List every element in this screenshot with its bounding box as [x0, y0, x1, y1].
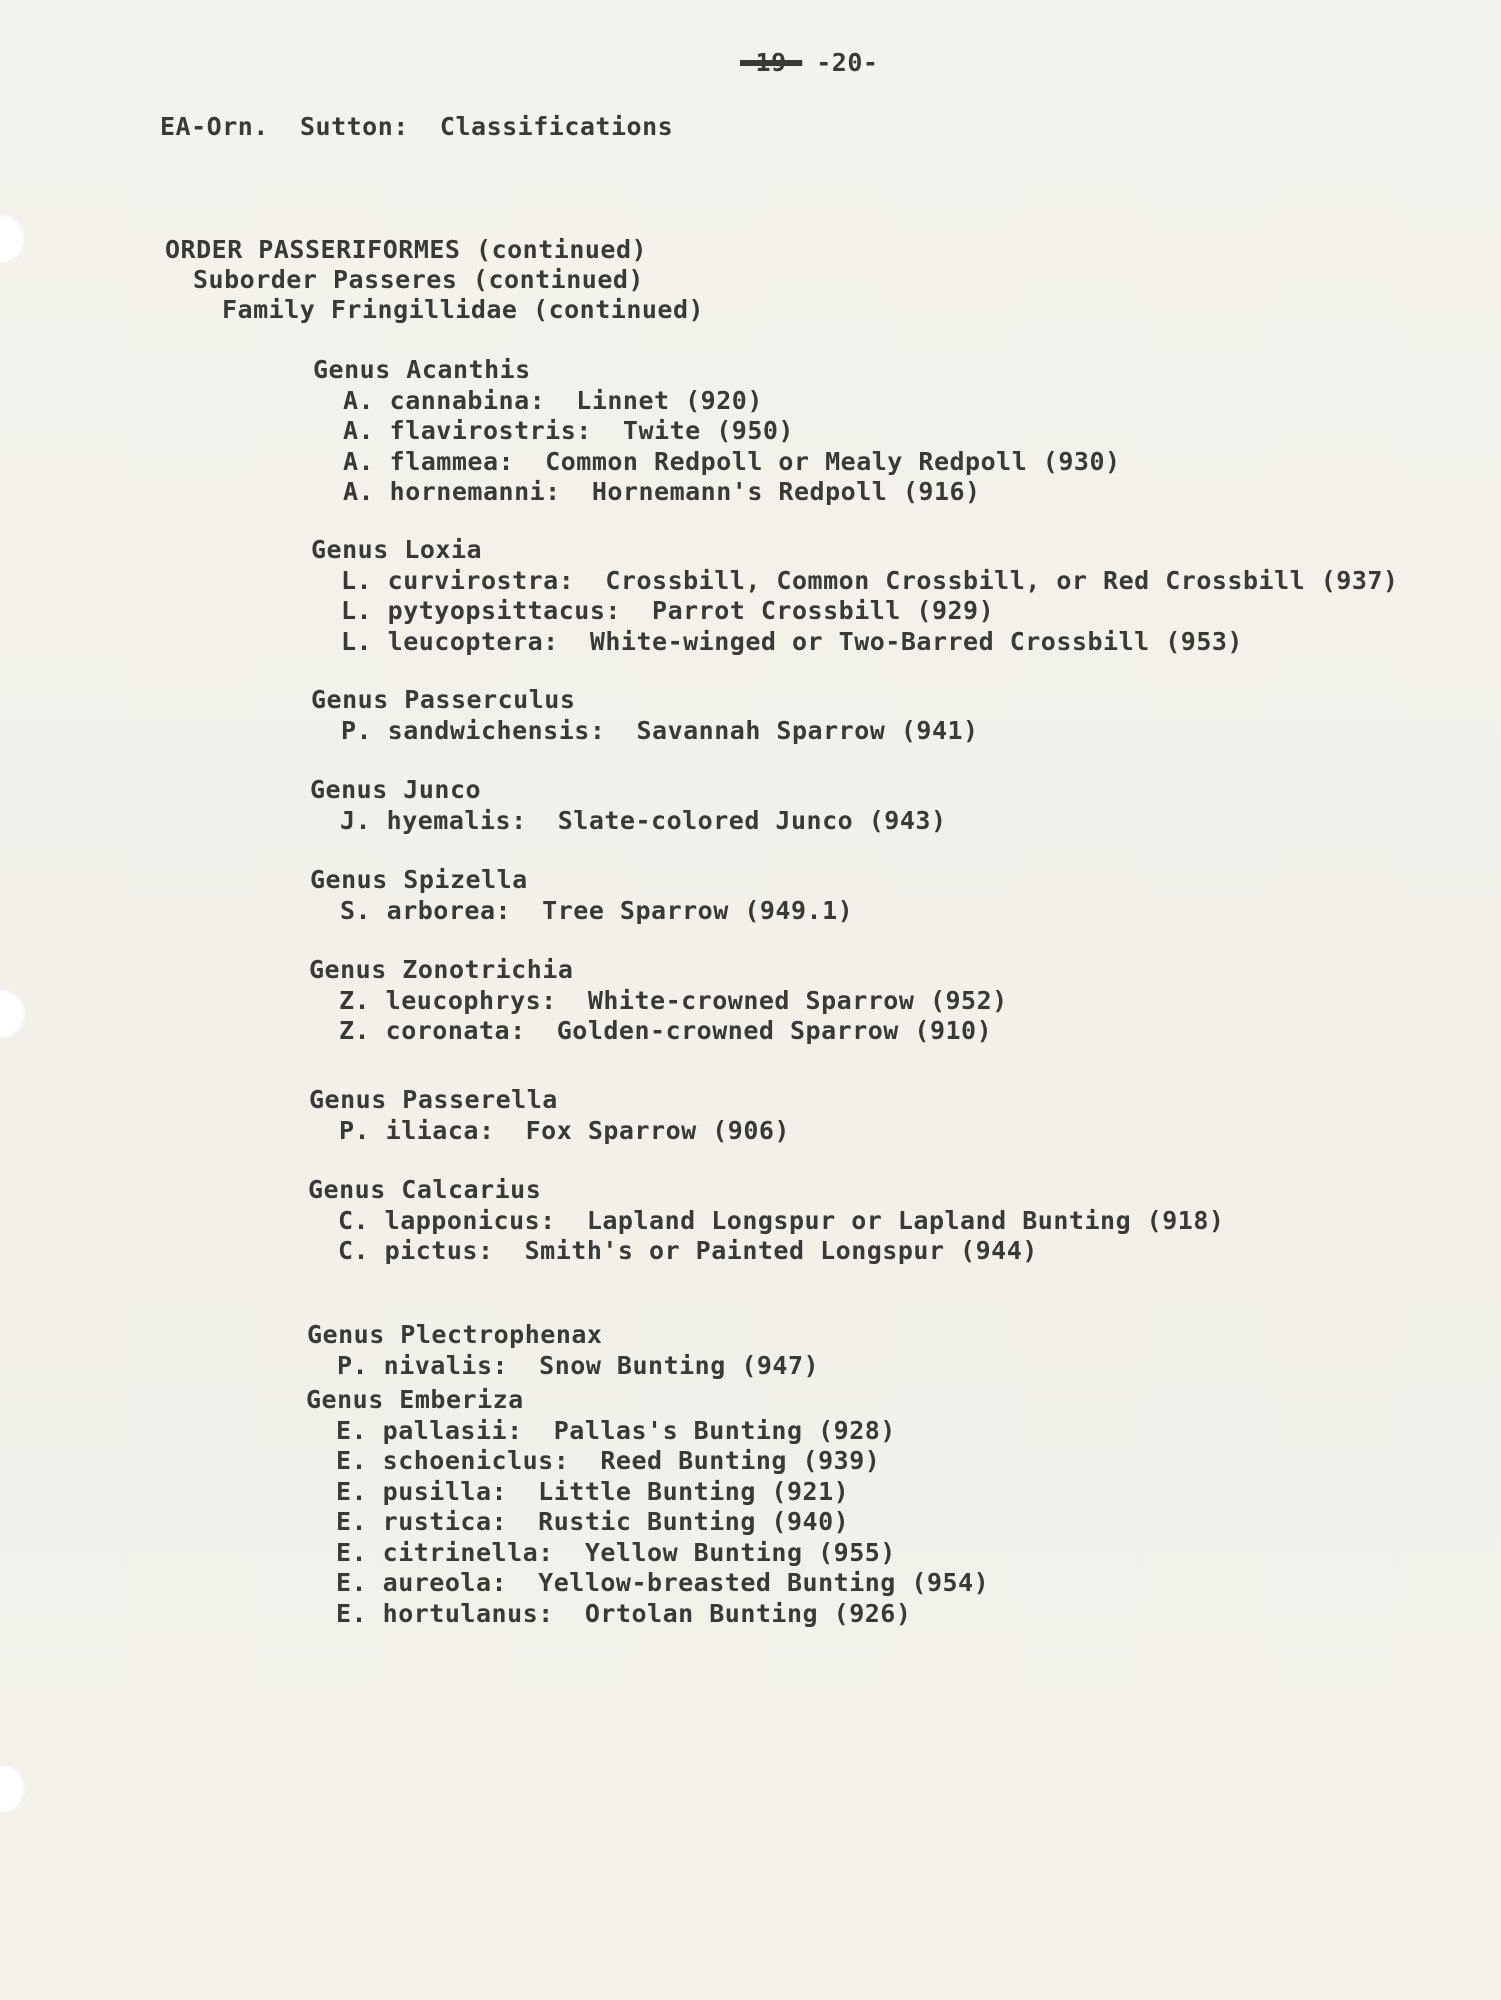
species-entry: A. flavirostris: Twite (950) — [343, 416, 794, 445]
punch-hole — [0, 215, 26, 263]
family-heading: Family Fringillidae (continued) — [222, 295, 705, 324]
species-entry: C. pictus: Smith's or Painted Longspur (944) — [338, 1236, 1038, 1265]
species-entry: P. nivalis: Snow Bunting (947) — [337, 1350, 820, 1380]
genus-heading: Genus Junco — [310, 775, 482, 804]
struck-page-number: -19- — [740, 48, 803, 77]
species-entry: C. lapponicus: Lapland Longspur or Lapland Bunting (918) — [338, 1205, 1225, 1235]
species-entry: P. sandwichensis: Savannah Sparrow (941) — [341, 715, 979, 745]
page-number — [740, 48, 878, 78]
species-entry: E. hortulanus: Ortolan Bunting (926) — [336, 1598, 912, 1628]
genus-heading: Genus Acanthis — [313, 355, 531, 384]
genus-heading: Genus Loxia — [311, 535, 483, 564]
species-entry: E. aureola: Yellow-breasted Bunting (954) — [336, 1568, 990, 1597]
genus-heading: Genus Passerculus — [311, 685, 576, 714]
species-entry: Z. coronata: Golden-crowned Sparrow (910) — [339, 1016, 993, 1045]
species-entry: L. curvirostra: Crossbill, Common Crossbill, or Red Crossbill (937) — [341, 565, 1399, 595]
species-entry: P. iliaca: Fox Sparrow (906) — [339, 1115, 790, 1145]
species-entry: S. arborea: Tree Sparrow (949.1) — [340, 895, 854, 925]
current-page-number: -20- — [816, 48, 879, 77]
genus-heading: Genus Plectrophenax — [307, 1320, 603, 1349]
species-entry: Z. leucophrys: White-crowned Sparrow (952) — [339, 985, 1008, 1015]
species-entry: E. citrinella: Yellow Bunting (955) — [336, 1537, 896, 1567]
punch-hole — [0, 1765, 26, 1813]
suborder-heading: Suborder Passeres (continued) — [193, 265, 644, 294]
species-entry: E. rustica: Rustic Bunting (940) — [336, 1507, 850, 1536]
species-entry: L. pytyopsittacus: Parrot Crossbill (929) — [341, 596, 995, 625]
species-entry: L. leucoptera: White-winged or Two-Barred Crossbill (953) — [341, 626, 1243, 656]
order-heading: ORDER PASSERIFORMES (continued) — [165, 235, 648, 264]
species-entry: A. cannabina: Linnet (920) — [343, 385, 763, 415]
genus-heading: Genus Zonotrichia — [309, 955, 574, 984]
genus-heading: Genus Spizella — [310, 865, 528, 894]
punch-hole — [0, 990, 26, 1038]
species-entry: E. pallasii: Pallas's Bunting (928) — [336, 1415, 896, 1445]
species-entry: A. hornemanni: Hornemann's Redpoll (916) — [343, 477, 981, 506]
species-entry: J. hyemalis: Slate-colored Junco (943) — [340, 805, 947, 835]
species-entry: A. flammea: Common Redpoll or Mealy Redpoll (930) — [343, 446, 1121, 476]
species-entry: E. pusilla: Little Bunting (921) — [336, 1476, 850, 1506]
species-entry: E. schoeniclus: Reed Bunting (939) — [336, 1446, 881, 1475]
genus-heading: Genus Passerella — [309, 1085, 558, 1114]
genus-heading: Genus Emberiza — [306, 1385, 524, 1414]
document-header: EA-Orn. Sutton: Classifications — [160, 112, 674, 141]
genus-heading: Genus Calcarius — [308, 1175, 542, 1204]
